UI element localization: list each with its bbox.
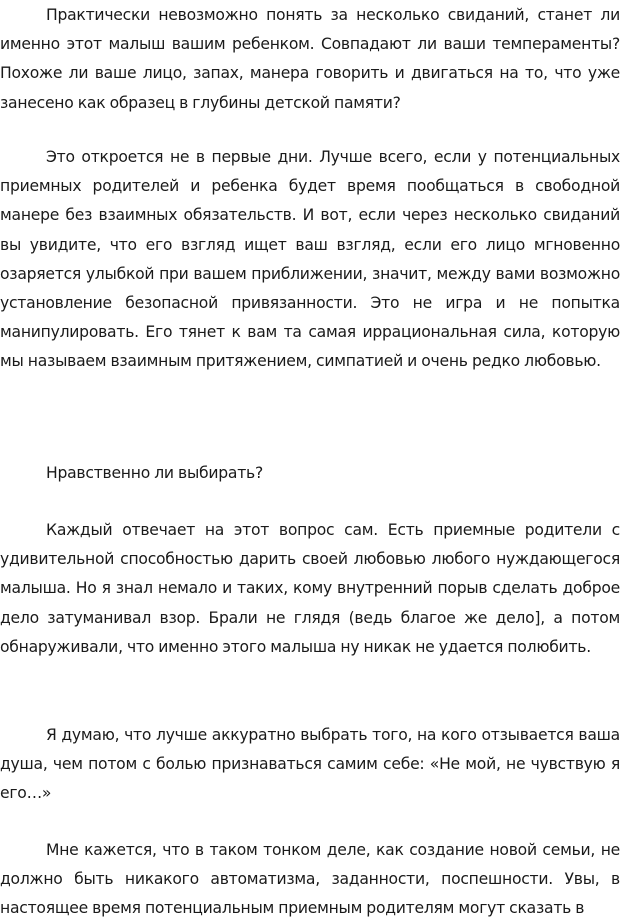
paragraph-each-answers: Каждый отвечает на этот вопрос сам. Есть приемные родители с удивительной способностью дарить своей любовью любого нуждающегося малыша. Но я знал немало и таких, кому внутренний порыв сделать доброе дело затуманивал взор. Брали не глядя (ведь благое же дело], а потом обнаруживали, что именно этого малыша ну никак не удается полюбить. (0, 521, 620, 656)
paragraph-new-family: Мне кажется, что в таком тонком деле, как создание новой семьи, не должно быть никакого автоматизма, заданности, поспешности. Увы, в настоящее время потенциальным приемным родителям могут сказать в (0, 841, 620, 918)
section-heading: Нравственно ли выбирать? (46, 464, 264, 482)
paragraph-choose-carefully: Я думаю, что лучше аккуратно выбрать того, на кого отзывается ваша душа, чем потом с болью признаваться самим себе: «Не мой, не чувствую я его…» (0, 726, 620, 803)
paragraph-attachment: Это откроется не в первые дни. Лучше всего, если у потенциальных приемных родителей и ребенка будет время пообщаться в свободной манере без взаимных обязательств. И вот, если через несколько свиданий вы увидите, что его взгляд ищет ваш взгляд, если его лицо мгновенно озаряется улыбкой при вашем приближении, значит, между вами возможно установление безопасной привязанности. Это не игра и не попытка манипулировать. Его тянет к вам та самая иррациональная сила, которую мы называем взаимным притяжением, симпатией и очень редко любовью. (0, 148, 620, 371)
paragraph-choice-difficulty: Практически невозможно понять за несколько свиданий, станет ли именно этот малыш вашим ребенком. Совпадают ли ваши темпераменты? Похоже ли ваше лицо, запах, манера говорить и двигаться на то, что уже занесено как образец в глубины детской памяти? (0, 6, 620, 112)
